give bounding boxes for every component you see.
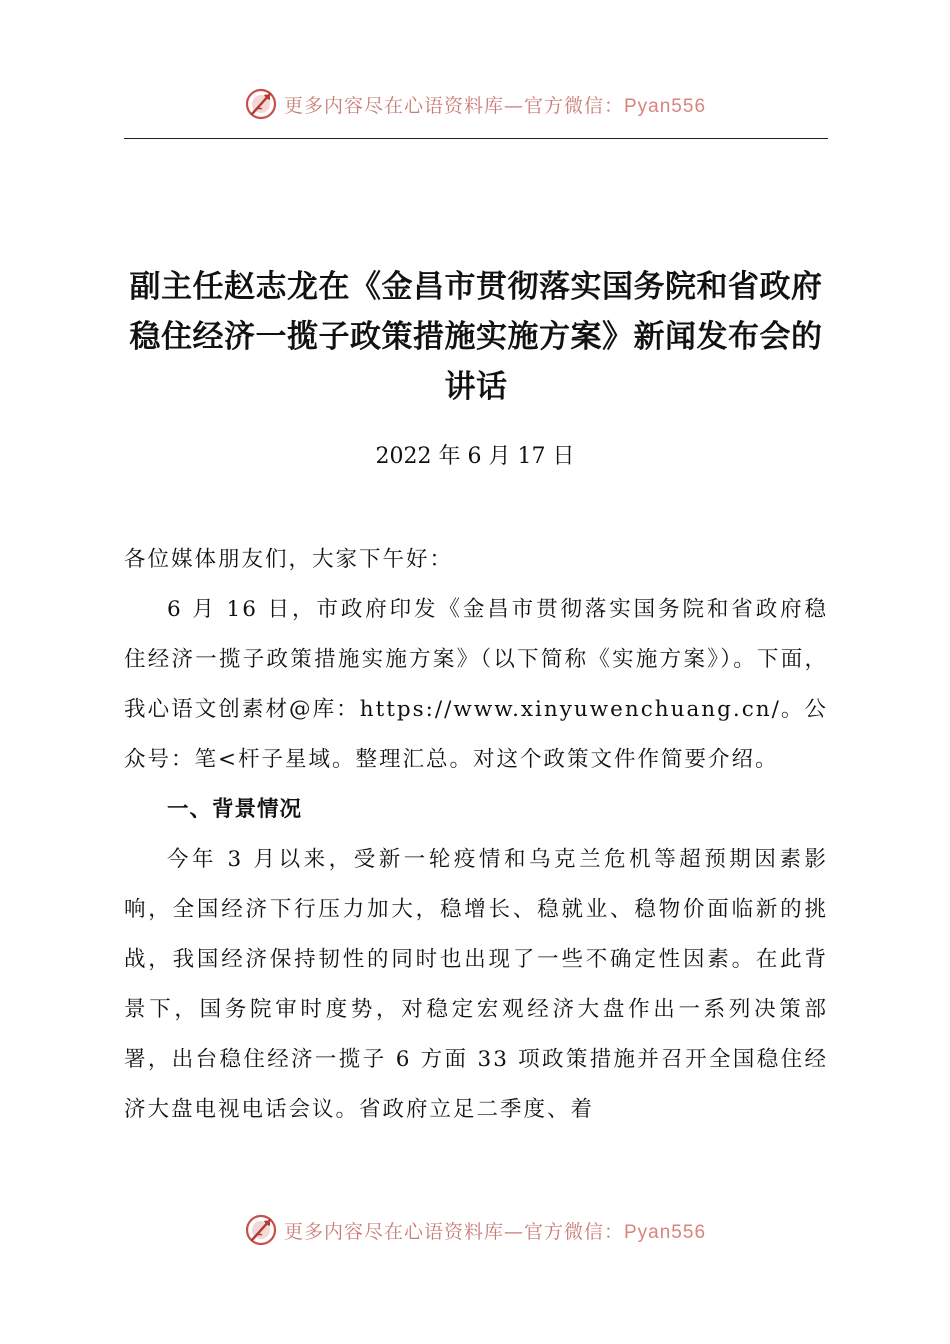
- header-banner-text: [284, 91, 706, 118]
- footer-banner-label: 更多内容尽在心语资料库—官方微信：: [283, 1220, 624, 1243]
- header-banner-label: 更多内容尽在心语资料库—官方微信：: [283, 94, 624, 117]
- header-wechat-id: Pyan556: [624, 95, 707, 117]
- paragraph-background: 今年 3 月以来，受新一轮疫情和乌克兰危机等超预期因素影响，全国经济下行压力加大，稳增长、稳就业、稳物价面临新的挑战，我国经济保持韧性的同时也出现了一些不确定性因素。在此背景下，国务院审时度势，对稳定宏观经济大盘作出一系列决策部署，出台稳住经济一揽子 6 方面 33 项政策措施并召开全国稳住经济大盘电视电话会议。省政府立足二季度、着: [124, 847, 828, 1122]
- document-date: 2022 年 6 月 17 日: [375, 444, 575, 469]
- footer-banner: [0, 1210, 950, 1250]
- footer-banner-text: [284, 1217, 706, 1244]
- quill-logo-icon: [244, 87, 278, 121]
- header-banner: [0, 84, 950, 124]
- greeting: 各位媒体朋友们，大家下午好：: [124, 547, 454, 572]
- header-divider: [124, 138, 828, 139]
- footer-wechat-id: Pyan556: [624, 1221, 707, 1243]
- document-title: 副主任赵志龙在《金昌市贯彻落实国务院和省政府稳住经济一揽子政策措施实施方案》新闻发布会的讲话: [129, 269, 823, 405]
- document-body: [124, 535, 828, 1135]
- quill-logo-icon: [244, 1213, 278, 1247]
- section-heading-background: 一、背景情况: [167, 797, 303, 822]
- paragraph-intro: 6 月 16 日，市政府印发《金昌市贯彻落实国务院和省政府稳住经济一揽子政策措施实施方案》（以下简称《实施方案》）。下面，我心语文创素材@库：https://www.xinyuwenchuang.cn/。公众号：笔<杆子星域。整理汇总。对这个政策文件作简要介绍。: [124, 597, 828, 772]
